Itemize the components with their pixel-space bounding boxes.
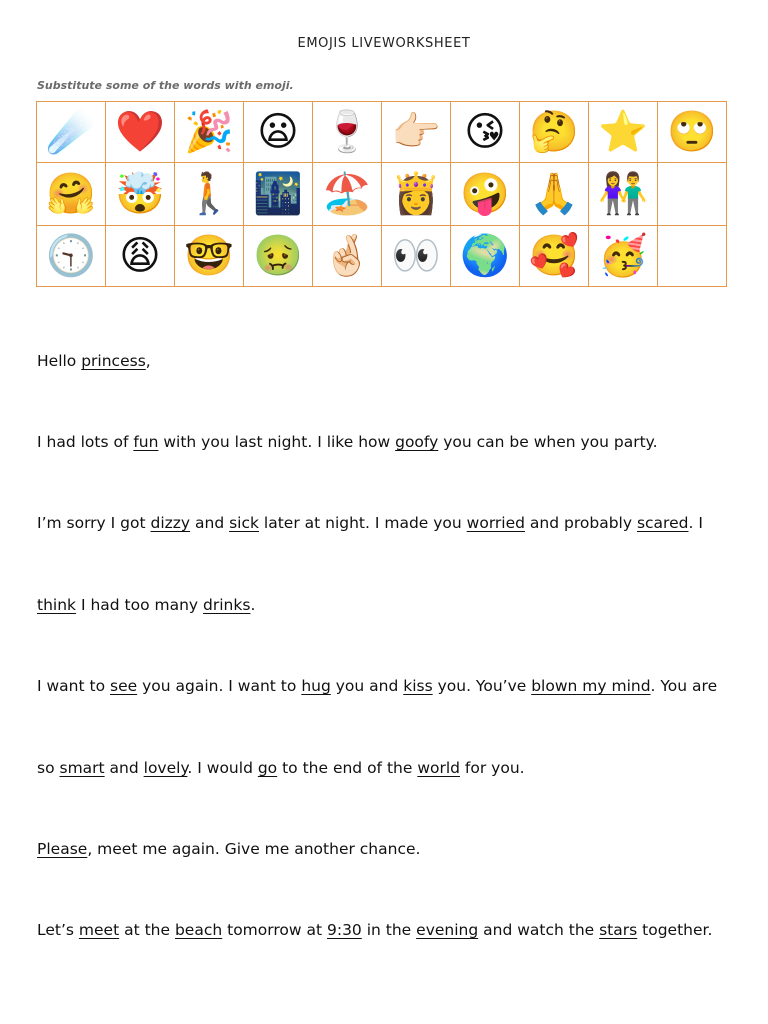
underlined-word: 9:30 <box>326 921 362 939</box>
underlined-word: kiss <box>403 677 433 695</box>
person-walking-icon: 🚶 <box>175 163 244 226</box>
letter-text: you. You’ve <box>432 677 532 695</box>
underlined-word: scared <box>636 514 689 532</box>
empty-cell <box>658 163 727 226</box>
globe-icon: 🌍 <box>451 226 520 287</box>
crossed-fingers-icon: 🤞🏻 <box>313 226 382 287</box>
underlined-word: fun <box>133 433 159 451</box>
letter-text: together. <box>637 921 713 939</box>
letter-text: , <box>145 352 151 370</box>
letter-text: Hello <box>37 352 82 370</box>
letter-text: tomorrow at <box>222 921 327 939</box>
letter-text: for you. <box>460 759 525 777</box>
night-city-icon: 🌃 <box>244 163 313 226</box>
emoji-grid-row <box>37 226 727 287</box>
letter-text: . <box>250 596 256 614</box>
pointing-right-icon: 👉🏻 <box>382 102 451 163</box>
letter-text: I want to <box>37 677 110 695</box>
empty-cell <box>658 226 727 287</box>
worried-face-icon: 😦 <box>244 102 313 163</box>
underlined-word: see <box>110 677 138 695</box>
letter-text: you again. I want to <box>137 677 302 695</box>
smiling-hearts-face-icon: 🥰 <box>520 226 589 287</box>
emoji-grid <box>36 101 727 287</box>
nerd-face-icon: 🤓 <box>175 226 244 287</box>
weary-face-icon: 😩 <box>106 226 175 287</box>
letter-text: . You are <box>650 677 718 695</box>
underlined-word: hug <box>301 677 331 695</box>
underlined-word: sick <box>229 514 259 532</box>
underlined-word: stars <box>599 921 638 939</box>
letter-text: I’m sorry I got <box>37 514 151 532</box>
letter-text: , meet me again. Give me another chance. <box>87 840 421 858</box>
underlined-word: think <box>37 596 77 614</box>
wine-glass-icon: 🍷 <box>313 102 382 163</box>
comet-icon: ☄️ <box>37 102 106 163</box>
letter-greeting <box>37 352 737 370</box>
letter-text: and watch the <box>478 921 600 939</box>
underlined-word: lovely <box>143 759 188 777</box>
nauseated-face-icon: 🤢 <box>244 226 313 287</box>
underlined-word: Please <box>37 840 88 858</box>
underlined-word: dizzy <box>150 514 191 532</box>
letter-text: to the end of the <box>277 759 418 777</box>
princess-icon: 👸 <box>382 163 451 226</box>
letter-line <box>37 759 737 777</box>
underlined-word: blown my mind <box>531 677 651 695</box>
letter-line <box>37 921 737 939</box>
letter-line <box>37 596 737 614</box>
letter-text: so <box>37 759 60 777</box>
letter-text: I had lots of <box>37 433 134 451</box>
underlined-word: meet <box>78 921 120 939</box>
letter-text: later at night. I made you <box>258 514 467 532</box>
folded-hands-icon: 🙏 <box>520 163 589 226</box>
letter-line <box>37 514 737 532</box>
emoji-grid-row <box>37 102 727 163</box>
letter-text: . I <box>688 514 703 532</box>
thinking-face-icon: 🤔 <box>520 102 589 163</box>
party-popper-icon: 🎉 <box>175 102 244 163</box>
kissing-face-icon: 😘 <box>451 102 520 163</box>
letter-text: with you last night. I like how <box>158 433 396 451</box>
star-icon: ⭐ <box>589 102 658 163</box>
eye-roll-face-icon: 🙄 <box>658 102 727 163</box>
underlined-word: go <box>257 759 278 777</box>
instruction-text: Substitute some of the words with emoji. <box>37 79 294 92</box>
underlined-word: evening <box>416 921 479 939</box>
emoji-grid-row <box>37 163 727 226</box>
letter-text: Let’s <box>37 921 79 939</box>
eyes-icon: 👀 <box>382 226 451 287</box>
worksheet-title: EMOJIS LIVEWORKSHEET <box>297 36 471 51</box>
underlined-word: goofy <box>395 433 439 451</box>
letter-line <box>37 433 737 451</box>
letter-line <box>37 677 737 695</box>
underlined-word: world <box>417 759 460 777</box>
letter-line <box>37 840 737 858</box>
letter-text: I had too many <box>76 596 204 614</box>
letter-text: and <box>190 514 230 532</box>
hugging-face-icon: 🤗 <box>37 163 106 226</box>
letter-text: . I would <box>187 759 258 777</box>
letter-text: you can be when you party. <box>438 433 658 451</box>
exploding-head-icon: 🤯 <box>106 163 175 226</box>
beach-umbrella-icon: 🏖️ <box>313 163 382 226</box>
underlined-word: drinks <box>203 596 251 614</box>
letter-text: and <box>104 759 144 777</box>
letter-text: in the <box>361 921 417 939</box>
clock-930-icon: 🕤 <box>37 226 106 287</box>
underlined-word: princess <box>81 352 146 370</box>
letter-text: you and <box>330 677 404 695</box>
letter-text: at the <box>119 921 175 939</box>
underlined-word: worried <box>466 514 525 532</box>
letter-text: and probably <box>525 514 637 532</box>
couple-icon: 👫 <box>589 163 658 226</box>
red-heart-icon: ❤️ <box>106 102 175 163</box>
underlined-word: smart <box>59 759 105 777</box>
partying-face-icon: 🥳 <box>589 226 658 287</box>
underlined-word: beach <box>174 921 223 939</box>
zany-face-icon: 🤪 <box>451 163 520 226</box>
